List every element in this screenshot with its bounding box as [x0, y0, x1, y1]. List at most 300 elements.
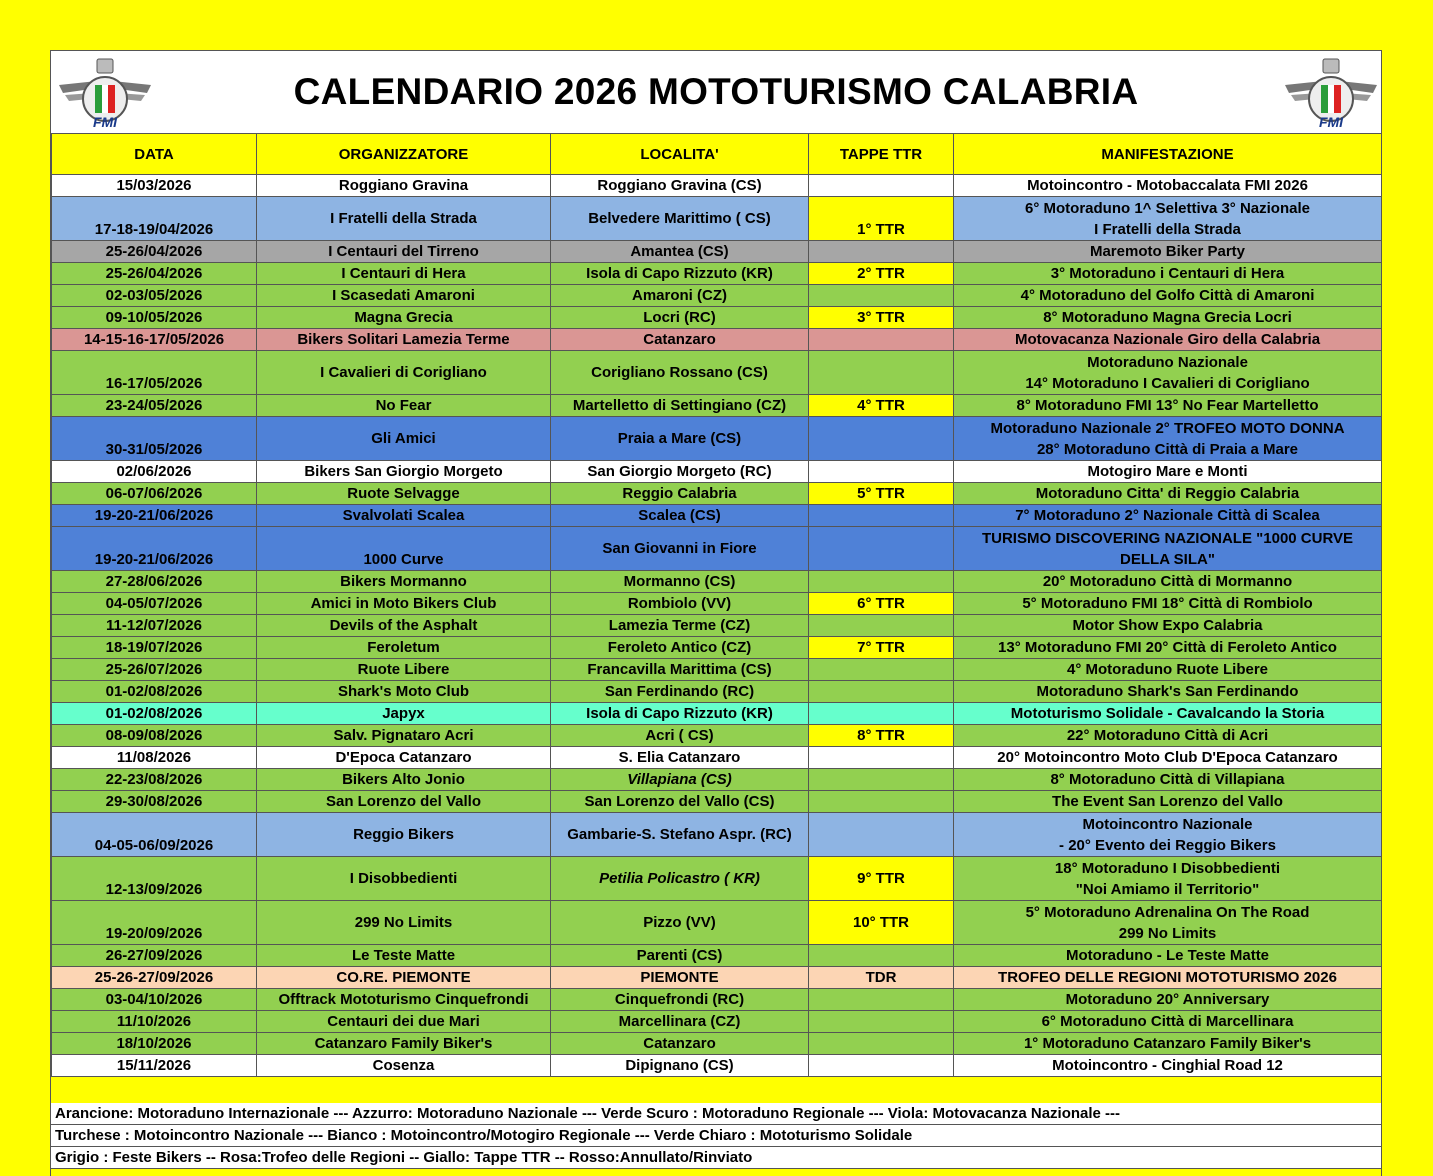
cell-text: Salv. Pignataro Acri	[333, 727, 474, 744]
cell-localita	[551, 241, 809, 263]
cell-text: Lamezia Terme (CZ)	[608, 617, 751, 634]
table-row	[52, 351, 1382, 395]
cell-data	[52, 505, 257, 527]
cell-text: D'Epoca Catanzaro	[335, 749, 472, 766]
cell-text: Motoraduno Shark's San Ferdinando	[1036, 683, 1299, 700]
cell-text: Centauri dei due Mari	[327, 1013, 480, 1030]
cell-manifestazione	[954, 791, 1382, 813]
cell-localita	[551, 527, 809, 571]
cell-tappe-ttr	[809, 813, 954, 857]
cell-organizzatore	[257, 307, 551, 329]
cell-organizzatore	[257, 417, 551, 461]
header-organizzatore: ORGANIZZATORE	[257, 134, 551, 175]
cell-text: Belvedere Marittimo ( CS)	[588, 210, 771, 227]
cell-manifestazione	[954, 175, 1382, 197]
cell-text: 8° Motoraduno Magna Grecia Locri	[1043, 309, 1292, 326]
cell-organizzatore	[257, 197, 551, 241]
cell-text: 10° TTR	[852, 914, 909, 931]
cell-data	[52, 285, 257, 307]
cell-text: Ruote Selvagge	[347, 485, 460, 502]
title-bar	[51, 51, 1381, 134]
cell-localita	[551, 747, 809, 769]
cell-text: Motor Show Expo Calabria	[1072, 617, 1263, 634]
cell-tappe-ttr	[809, 241, 954, 263]
cell-tappe-ttr	[809, 1055, 954, 1077]
table-row	[52, 1033, 1382, 1055]
cell-data	[52, 1011, 257, 1033]
cell-text: 6° Motoraduno 1^ Selettiva 3° Nazionale	[1025, 199, 1310, 217]
cell-text: Parenti (CS)	[636, 947, 723, 964]
cell-text: 19-20-21/06/2026	[94, 507, 214, 524]
cell-manifestazione	[954, 725, 1382, 747]
cell-manifestazione	[954, 527, 1382, 571]
table-row	[52, 1055, 1382, 1077]
page-title: CALENDARIO 2026 MOTOTURISMO CALABRIA	[293, 71, 1139, 112]
table-row	[52, 615, 1382, 637]
header-row	[52, 134, 1382, 175]
cell-tappe-ttr	[809, 285, 954, 307]
cell-text: Shark's Moto Club	[337, 683, 470, 700]
cell-data	[52, 681, 257, 703]
cell-text: Pizzo (VV)	[643, 914, 716, 931]
cell-text: 18-19/07/2026	[105, 639, 203, 656]
cell-organizzatore	[257, 505, 551, 527]
cell-localita	[551, 417, 809, 461]
cell-text: Dipignano (CS)	[625, 1057, 734, 1074]
cell-manifestazione	[954, 703, 1382, 725]
cell-organizzatore	[257, 285, 551, 307]
cell-organizzatore	[257, 1033, 551, 1055]
header-data: DATA	[52, 134, 257, 175]
cell-organizzatore	[257, 175, 551, 197]
cell-text: 12-13/09/2026	[105, 881, 203, 898]
cell-tappe-ttr	[809, 175, 954, 197]
cell-text: 1° TTR	[857, 221, 905, 238]
cell-text: Marcellinara (CZ)	[618, 1013, 741, 1030]
cell-tappe-ttr	[809, 945, 954, 967]
cell-localita	[551, 703, 809, 725]
cell-localita	[551, 395, 809, 417]
cell-tappe-ttr	[809, 681, 954, 703]
cell-tappe-ttr	[809, 1011, 954, 1033]
table-row	[52, 857, 1382, 901]
cell-tappe-ttr	[809, 351, 954, 395]
cell-text: Le Teste Matte	[351, 947, 456, 964]
cell-text: 8° TTR	[857, 727, 905, 744]
cell-text: Motoincontro - Motobaccalata FMI 2026	[1027, 177, 1308, 194]
cell-text: 1° Motoraduno Catanzaro Family Biker's	[1023, 1035, 1312, 1052]
cell-text: Motoraduno Citta' di Reggio Calabria	[1035, 485, 1300, 502]
table-row	[52, 945, 1382, 967]
cell-manifestazione	[954, 197, 1382, 241]
cell-text: 3° Motoraduno i Centauri di Hera	[1050, 265, 1285, 282]
cell-organizzatore	[257, 241, 551, 263]
cell-manifestazione	[954, 637, 1382, 659]
cell-text: I Scasedati Amaroni	[332, 287, 475, 304]
cell-text: 08-09/08/2026	[105, 727, 203, 744]
cell-manifestazione	[954, 285, 1382, 307]
events-table	[51, 133, 1382, 1077]
cell-organizzatore	[257, 747, 551, 769]
cell-manifestazione	[954, 241, 1382, 263]
legend-line: Turchese : Motoincontro Nazionale --- Bianco : Motoincontro/Motogiro Regionale --- Verde Chiaro : Mototurismo Solidale	[51, 1125, 1381, 1147]
cell-data	[52, 615, 257, 637]
cell-data	[52, 175, 257, 197]
cell-text: 30-31/05/2026	[105, 441, 203, 458]
cell-text: S. Elia Catanzaro	[618, 749, 741, 766]
cell-data	[52, 901, 257, 945]
cell-text: The Event San Lorenzo del Vallo	[1052, 793, 1283, 810]
cell-text: Feroletum	[367, 639, 440, 656]
cell-text: 28° Motoraduno Città di Praia a Mare	[1036, 440, 1299, 458]
cell-localita	[551, 505, 809, 527]
cell-manifestazione	[954, 307, 1382, 329]
cell-manifestazione	[954, 659, 1382, 681]
cell-text: 04-05-06/09/2026	[94, 837, 214, 854]
cell-text: 5° Motoraduno Adrenalina On The Road	[1025, 903, 1310, 921]
cell-text: Catanzaro	[643, 331, 716, 348]
cell-localita	[551, 571, 809, 593]
cell-text: 02/06/2026	[116, 463, 192, 480]
cell-tappe-ttr	[809, 703, 954, 725]
cell-organizzatore	[257, 857, 551, 901]
cell-organizzatore	[257, 593, 551, 615]
cell-data	[52, 307, 257, 329]
table-row	[52, 725, 1382, 747]
cell-localita	[551, 461, 809, 483]
cell-text: 299 No Limits	[1118, 924, 1217, 942]
cell-text: 20° Motoincontro Moto Club D'Epoca Catanzaro	[997, 749, 1338, 766]
fmi-logo	[1283, 55, 1379, 131]
cell-manifestazione	[954, 263, 1382, 285]
cell-text: Motogiro Mare e Monti	[1087, 463, 1248, 480]
cell-organizzatore	[257, 989, 551, 1011]
cell-manifestazione	[954, 329, 1382, 351]
cell-localita	[551, 351, 809, 395]
cell-data	[52, 989, 257, 1011]
cell-text: "Noi Amiamo il Territorio"	[1075, 880, 1260, 898]
cell-text: Praia a Mare (CS)	[617, 430, 742, 447]
cell-localita	[551, 857, 809, 901]
cell-organizzatore	[257, 703, 551, 725]
cell-text: Magna Grecia	[354, 309, 453, 326]
cell-text: Svalvolati Scalea	[342, 507, 465, 524]
cell-text: 25-26-27/09/2026	[94, 969, 214, 986]
cell-data	[52, 813, 257, 857]
table-row	[52, 527, 1382, 571]
cell-manifestazione	[954, 593, 1382, 615]
cell-text: Japyx	[382, 705, 425, 722]
cell-manifestazione	[954, 483, 1382, 505]
cell-tappe-ttr	[809, 725, 954, 747]
cell-organizzatore	[257, 901, 551, 945]
cell-text: 9° TTR	[857, 870, 905, 887]
cell-text: Offtrack Mototurismo Cinquefrondi	[278, 991, 529, 1008]
cell-organizzatore	[257, 461, 551, 483]
cell-localita	[551, 967, 809, 989]
cell-text: 11-12/07/2026	[106, 617, 202, 634]
cell-text: Motoraduno 20° Anniversary	[1065, 991, 1270, 1008]
cell-organizzatore	[257, 483, 551, 505]
cell-data	[52, 527, 257, 571]
cell-tappe-ttr	[809, 329, 954, 351]
cell-organizzatore	[257, 725, 551, 747]
cell-organizzatore	[257, 791, 551, 813]
cell-tappe-ttr	[809, 307, 954, 329]
cell-organizzatore	[257, 681, 551, 703]
cell-data	[52, 857, 257, 901]
cell-data	[52, 197, 257, 241]
cell-text: 25-26/04/2026	[105, 243, 203, 260]
cell-text: DELLA SILA"	[1120, 550, 1215, 568]
cell-data	[52, 967, 257, 989]
cell-tappe-ttr	[809, 989, 954, 1011]
cell-manifestazione	[954, 571, 1382, 593]
cell-text: Gambarie-S. Stefano Aspr. (RC)	[567, 826, 792, 843]
cell-text: Bikers Solitari Lamezia Terme	[297, 331, 510, 348]
cell-text: 11/08/2026	[116, 749, 192, 766]
cell-text: Amaroni (CZ)	[632, 287, 727, 304]
cell-data	[52, 329, 257, 351]
cell-text: I Disobbedienti	[349, 870, 458, 887]
table-row	[52, 989, 1382, 1011]
cell-localita	[551, 285, 809, 307]
cell-text: 25-26/07/2026	[105, 661, 203, 678]
cell-text: 2° TTR	[857, 265, 905, 282]
cell-text: Catanzaro Family Biker's	[314, 1035, 493, 1052]
table-row	[52, 417, 1382, 461]
table-row	[52, 681, 1382, 703]
cell-organizzatore	[257, 1011, 551, 1033]
cell-text: Bikers Mormanno	[340, 573, 467, 590]
table-row	[52, 571, 1382, 593]
cell-text: I Cavalieri di Corigliano	[320, 364, 487, 381]
cell-data	[52, 725, 257, 747]
cell-localita	[551, 681, 809, 703]
cell-text: 22-23/08/2026	[105, 771, 203, 788]
cell-data	[52, 571, 257, 593]
cell-text: Devils of the Asphalt	[329, 617, 478, 634]
header-manifestazione: MANIFESTAZIONE	[954, 134, 1382, 175]
cell-text: Roggiano Gravina (CS)	[597, 177, 762, 194]
table-row	[52, 307, 1382, 329]
cell-text: San Lorenzo del Vallo (CS)	[584, 793, 775, 810]
cell-text: Corigliano Rossano (CS)	[591, 364, 768, 381]
cell-text: 5° Motoraduno FMI 18° Città di Rombiolo	[1022, 595, 1313, 612]
cell-text: 8° Motoraduno FMI 13° No Fear Martelletto	[1016, 397, 1319, 414]
cell-manifestazione	[954, 967, 1382, 989]
cell-text: 17-18-19/04/2026	[94, 221, 214, 238]
cell-localita	[551, 593, 809, 615]
cell-tappe-ttr	[809, 593, 954, 615]
cell-data	[52, 1055, 257, 1077]
cell-text: 20° Motoraduno Città di Mormanno	[1042, 573, 1293, 590]
cell-manifestazione	[954, 395, 1382, 417]
cell-text: Motoraduno Nazionale 2° TROFEO MOTO DONNA	[990, 419, 1345, 437]
cell-data	[52, 241, 257, 263]
cell-text: 16-17/05/2026	[105, 375, 203, 392]
cell-data	[52, 263, 257, 285]
cell-text: Scalea (CS)	[638, 507, 721, 524]
cell-tappe-ttr	[809, 1033, 954, 1055]
cell-text: I Centauri di Hera	[341, 265, 466, 282]
cell-text: Maremoto Biker Party	[1089, 243, 1246, 260]
cell-text: I Centauri del Tirreno	[328, 243, 479, 260]
cell-manifestazione	[954, 945, 1382, 967]
cell-text: PIEMONTE	[640, 969, 719, 986]
cell-data	[52, 791, 257, 813]
table-row	[52, 747, 1382, 769]
cell-text: 03-04/10/2026	[105, 991, 203, 1008]
cell-tappe-ttr	[809, 417, 954, 461]
cell-text: 4° Motoraduno Ruote Libere	[1067, 661, 1268, 678]
cell-text: Catanzaro	[643, 1035, 716, 1052]
cell-data	[52, 1033, 257, 1055]
cell-manifestazione	[954, 747, 1382, 769]
cell-text: Locri (RC)	[643, 309, 716, 326]
table-row	[52, 769, 1382, 791]
table-row	[52, 483, 1382, 505]
cell-text: Reggio Calabria	[622, 485, 737, 502]
cell-organizzatore	[257, 637, 551, 659]
table-row	[52, 703, 1382, 725]
cell-organizzatore	[257, 769, 551, 791]
cell-text: 6° Motoraduno Città di Marcellinara	[1041, 1013, 1294, 1030]
cell-text: Motoraduno - Le Teste Matte	[1065, 947, 1270, 964]
calendar-sheet	[50, 50, 1382, 1176]
cell-localita	[551, 263, 809, 285]
table-row	[52, 967, 1382, 989]
cell-tappe-ttr	[809, 747, 954, 769]
cell-manifestazione	[954, 813, 1382, 857]
cell-text: 4° TTR	[857, 397, 905, 414]
cell-text: Mototurismo Solidale - Cavalcando la Storia	[1010, 705, 1325, 722]
cell-data	[52, 659, 257, 681]
cell-organizzatore	[257, 615, 551, 637]
cell-text: 15/03/2026	[116, 177, 192, 194]
cell-localita	[551, 659, 809, 681]
cell-text: Acri ( CS)	[645, 727, 714, 744]
cell-tappe-ttr	[809, 461, 954, 483]
cell-localita	[551, 813, 809, 857]
cell-localita	[551, 637, 809, 659]
cell-text: 3° TTR	[857, 309, 905, 326]
cell-text: 29-30/08/2026	[105, 793, 203, 810]
cell-text: Cosenza	[372, 1057, 435, 1074]
cell-data	[52, 483, 257, 505]
cell-text: Petilia Policastro ( KR)	[599, 870, 760, 887]
cell-localita	[551, 175, 809, 197]
cell-text: 01-02/08/2026	[105, 705, 203, 722]
legend	[51, 1103, 1381, 1169]
cell-tappe-ttr	[809, 505, 954, 527]
cell-organizzatore	[257, 571, 551, 593]
cell-manifestazione	[954, 989, 1382, 1011]
cell-tappe-ttr	[809, 769, 954, 791]
cell-text: 01-02/08/2026	[105, 683, 203, 700]
cell-text: I Fratelli della Strada	[1094, 220, 1241, 238]
cell-manifestazione	[954, 769, 1382, 791]
cell-localita	[551, 329, 809, 351]
cell-organizzatore	[257, 659, 551, 681]
cell-text: San Giorgio Morgeto (RC)	[587, 463, 772, 480]
cell-text: Rombiolo (VV)	[627, 595, 732, 612]
cell-localita	[551, 945, 809, 967]
cell-organizzatore	[257, 329, 551, 351]
cell-tappe-ttr	[809, 857, 954, 901]
cell-tappe-ttr	[809, 395, 954, 417]
cell-localita	[551, 901, 809, 945]
cell-manifestazione	[954, 461, 1382, 483]
cell-tappe-ttr	[809, 527, 954, 571]
cell-text: Isola di Capo Rizzuto (KR)	[586, 265, 773, 282]
cell-text: Motoincontro Nazionale	[1082, 815, 1253, 833]
table-row	[52, 637, 1382, 659]
table-row	[52, 593, 1382, 615]
cell-tappe-ttr	[809, 791, 954, 813]
svg-text:FMI: FMI	[1318, 114, 1344, 130]
cell-text: CO.RE. PIEMONTE	[336, 969, 471, 986]
cell-tappe-ttr	[809, 571, 954, 593]
cell-text: 13° Motoraduno FMI 20° Città di Feroleto Antico	[998, 639, 1337, 656]
cell-text: 14° Motoraduno I Cavalieri di Corigliano	[1025, 374, 1310, 392]
cell-text: 299 No Limits	[354, 914, 453, 931]
cell-text: Bikers San Giorgio Morgeto	[304, 463, 503, 480]
cell-text: 15/11/2026	[116, 1057, 192, 1074]
table-row	[52, 263, 1382, 285]
cell-text: Reggio Bikers	[353, 826, 454, 843]
cell-text: Villapiana (CS)	[627, 771, 732, 788]
cell-manifestazione	[954, 1055, 1382, 1077]
cell-text: 19-20/09/2026	[105, 925, 203, 942]
cell-localita	[551, 307, 809, 329]
cell-localita	[551, 1055, 809, 1077]
cell-text: Roggiano Gravina	[338, 177, 469, 194]
cell-localita	[551, 769, 809, 791]
cell-tappe-ttr	[809, 967, 954, 989]
table-row	[52, 1011, 1382, 1033]
cell-organizzatore	[257, 263, 551, 285]
legend-line: Arancione: Motoraduno Internazionale --- Azzurro: Motoraduno Nazionale --- Verde Scuro : Motoraduno Regionale --- Viola: Motovacanza Nazionale ---	[51, 1103, 1381, 1125]
cell-text: 25-26/04/2026	[105, 265, 203, 282]
table-row	[52, 659, 1382, 681]
legend-line: Grigio : Feste Bikers -- Rosa:Trofeo delle Regioni -- Giallo: Tappe TTR -- Rosso:Annullato/Rinviato	[51, 1147, 1381, 1169]
cell-data	[52, 769, 257, 791]
cell-data	[52, 593, 257, 615]
cell-localita	[551, 1033, 809, 1055]
cell-text: 18° Motoraduno I Disobbedienti	[1054, 859, 1281, 877]
cell-tappe-ttr	[809, 901, 954, 945]
table-row	[52, 813, 1382, 857]
cell-text: Francavilla Marittima (CS)	[587, 661, 772, 678]
cell-organizzatore	[257, 395, 551, 417]
cell-text: 7° Motoraduno 2° Nazionale Città di Scalea	[1015, 507, 1320, 524]
cell-text: TURISMO DISCOVERING NAZIONALE "1000 CURVE	[981, 529, 1354, 547]
cell-text: 02-03/05/2026	[105, 287, 203, 304]
cell-data	[52, 351, 257, 395]
cell-text: TDR	[865, 969, 897, 986]
cell-organizzatore	[257, 813, 551, 857]
cell-text: 23-24/05/2026	[105, 397, 203, 414]
table-row	[52, 241, 1382, 263]
cell-manifestazione	[954, 417, 1382, 461]
cell-data	[52, 637, 257, 659]
cell-text: 7° TTR	[857, 639, 905, 656]
cell-text: I Fratelli della Strada	[330, 210, 477, 227]
cell-manifestazione	[954, 505, 1382, 527]
cell-data	[52, 945, 257, 967]
cell-text: 6° TTR	[857, 595, 905, 612]
